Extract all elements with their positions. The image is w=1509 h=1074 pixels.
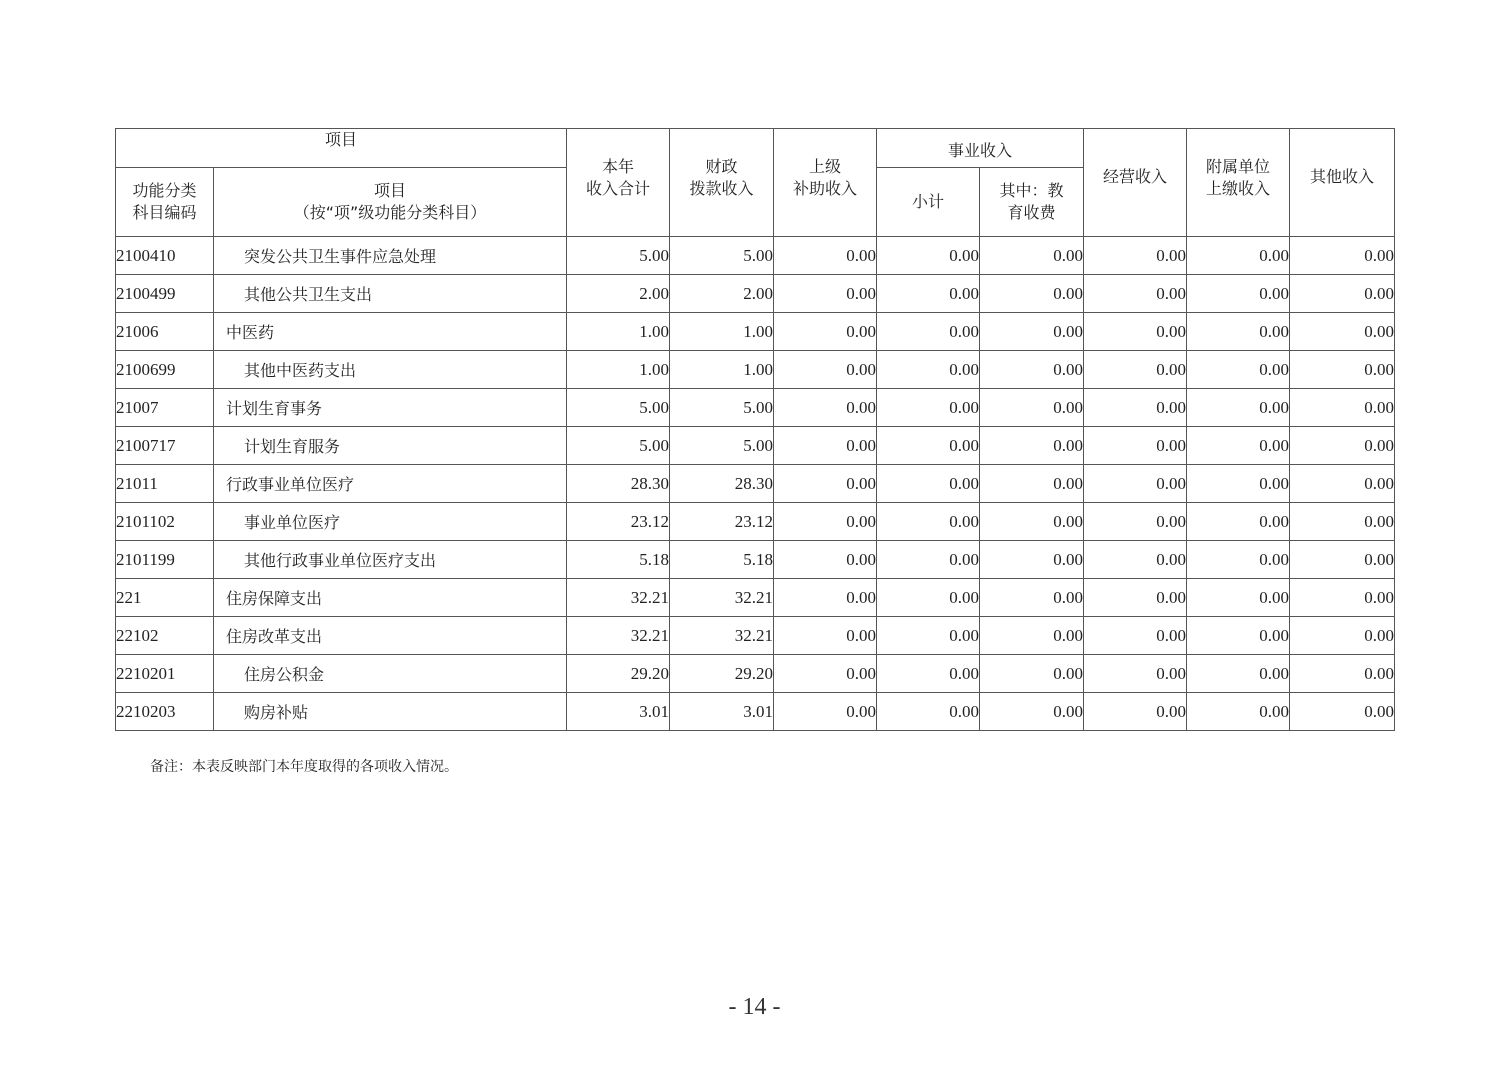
cell-code: 2100499	[116, 275, 214, 313]
cell-amount: 0.00	[1187, 579, 1290, 617]
cell-amount: 0.00	[1187, 275, 1290, 313]
cell-amount: 29.20	[567, 655, 670, 693]
header-item-name: 项目 （按“项”级功能分类科目）	[214, 168, 567, 237]
cell-amount: 0.00	[1187, 237, 1290, 275]
cell-amount: 32.21	[670, 579, 774, 617]
income-table	[115, 128, 1395, 731]
cell-amount: 0.00	[1187, 655, 1290, 693]
cell-item-name: 其他中医药支出	[214, 351, 567, 389]
header-other-income: 其他收入	[1290, 129, 1395, 237]
cell-amount: 0.00	[1187, 541, 1290, 579]
cell-amount: 0.00	[1187, 503, 1290, 541]
cell-amount: 1.00	[670, 313, 774, 351]
cell-item-name: 事业单位医疗	[214, 503, 567, 541]
header-project-group: 项目	[116, 129, 567, 168]
cell-amount: 2.00	[670, 275, 774, 313]
cell-amount: 0.00	[1084, 655, 1187, 693]
cell-amount: 0.00	[774, 351, 877, 389]
cell-item-name: 住房改革支出	[214, 617, 567, 655]
cell-amount: 0.00	[774, 237, 877, 275]
cell-amount: 0.00	[774, 427, 877, 465]
cell-amount: 0.00	[877, 503, 980, 541]
table-row	[116, 617, 1395, 655]
cell-amount: 0.00	[980, 275, 1084, 313]
table-row	[116, 579, 1395, 617]
cell-amount: 0.00	[774, 275, 877, 313]
cell-amount: 0.00	[774, 617, 877, 655]
cell-amount: 5.00	[670, 389, 774, 427]
cell-amount: 0.00	[980, 617, 1084, 655]
cell-amount: 0.00	[1084, 579, 1187, 617]
cell-amount: 3.01	[567, 693, 670, 731]
header-subtotal: 小计	[877, 168, 980, 237]
cell-amount: 0.00	[980, 655, 1084, 693]
cell-amount: 0.00	[980, 351, 1084, 389]
cell-item-name: 购房补贴	[214, 693, 567, 731]
cell-amount: 5.00	[567, 389, 670, 427]
header-affiliated-income: 附属单位 上缴收入	[1187, 129, 1290, 237]
cell-amount: 0.00	[877, 389, 980, 427]
cell-amount: 0.00	[1084, 351, 1187, 389]
cell-amount: 0.00	[980, 427, 1084, 465]
cell-item-name: 计划生育服务	[214, 427, 567, 465]
cell-item-name: 住房公积金	[214, 655, 567, 693]
cell-amount: 0.00	[877, 351, 980, 389]
cell-amount: 1.00	[567, 351, 670, 389]
header-function-code: 功能分类 科目编码	[116, 168, 214, 237]
cell-amount: 0.00	[1290, 693, 1395, 731]
cell-item-name: 其他行政事业单位医疗支出	[214, 541, 567, 579]
cell-amount: 0.00	[1290, 655, 1395, 693]
cell-item-name: 行政事业单位医疗	[214, 465, 567, 503]
cell-amount: 0.00	[877, 465, 980, 503]
cell-amount: 23.12	[567, 503, 670, 541]
cell-amount: 1.00	[670, 351, 774, 389]
cell-amount: 0.00	[1290, 313, 1395, 351]
table-row	[116, 275, 1395, 313]
page-number: - 14 -	[728, 994, 781, 1020]
cell-code: 2101102	[116, 503, 214, 541]
cell-amount: 0.00	[1290, 237, 1395, 275]
cell-amount: 0.00	[1084, 427, 1187, 465]
header-total-income: 本年 收入合计	[567, 129, 670, 237]
cell-amount: 0.00	[980, 389, 1084, 427]
cell-amount: 5.18	[567, 541, 670, 579]
table-row	[116, 465, 1395, 503]
cell-amount: 0.00	[980, 503, 1084, 541]
table-row	[116, 389, 1395, 427]
table-row	[116, 237, 1395, 275]
cell-amount: 0.00	[774, 313, 877, 351]
cell-amount: 0.00	[1187, 351, 1290, 389]
cell-amount: 29.20	[670, 655, 774, 693]
cell-item-name: 突发公共卫生事件应急处理	[214, 237, 567, 275]
cell-amount: 0.00	[980, 579, 1084, 617]
cell-amount: 32.21	[567, 617, 670, 655]
cell-amount: 0.00	[774, 655, 877, 693]
cell-amount: 23.12	[670, 503, 774, 541]
header-superior-subsidy: 上级 补助收入	[774, 129, 877, 237]
cell-item-name: 其他公共卫生支出	[214, 275, 567, 313]
cell-amount: 0.00	[980, 237, 1084, 275]
table-row	[116, 427, 1395, 465]
cell-amount: 3.01	[670, 693, 774, 731]
cell-code: 2101199	[116, 541, 214, 579]
cell-amount: 0.00	[774, 465, 877, 503]
cell-amount: 0.00	[1290, 351, 1395, 389]
cell-amount: 5.00	[567, 427, 670, 465]
table-row	[116, 313, 1395, 351]
cell-code: 21006	[116, 313, 214, 351]
cell-amount: 0.00	[877, 237, 980, 275]
cell-amount: 0.00	[877, 275, 980, 313]
cell-amount: 0.00	[1084, 237, 1187, 275]
table-row	[116, 541, 1395, 579]
cell-amount: 0.00	[877, 313, 980, 351]
header-education-fee: 其中：教 育收费	[980, 168, 1084, 237]
cell-amount: 0.00	[1290, 617, 1395, 655]
cell-amount: 0.00	[877, 427, 980, 465]
cell-amount: 0.00	[980, 541, 1084, 579]
cell-item-name: 中医药	[214, 313, 567, 351]
cell-amount: 0.00	[774, 579, 877, 617]
cell-amount: 0.00	[1187, 427, 1290, 465]
cell-code: 221	[116, 579, 214, 617]
cell-amount: 0.00	[774, 503, 877, 541]
cell-amount: 32.21	[567, 579, 670, 617]
cell-amount: 0.00	[1187, 313, 1290, 351]
cell-code: 2210203	[116, 693, 214, 731]
header-business-income-group: 事业收入	[877, 129, 1084, 168]
cell-amount: 0.00	[1290, 389, 1395, 427]
cell-amount: 0.00	[1084, 465, 1187, 503]
cell-amount: 0.00	[877, 579, 980, 617]
cell-amount: 28.30	[670, 465, 774, 503]
cell-amount: 0.00	[1187, 693, 1290, 731]
cell-code: 21011	[116, 465, 214, 503]
cell-amount: 0.00	[1084, 541, 1187, 579]
cell-amount: 0.00	[1084, 275, 1187, 313]
cell-amount: 0.00	[1290, 541, 1395, 579]
cell-code: 2210201	[116, 655, 214, 693]
cell-code: 2100717	[116, 427, 214, 465]
header-operating-income: 经营收入	[1084, 129, 1187, 237]
cell-amount: 0.00	[1084, 693, 1187, 731]
cell-amount: 0.00	[1187, 465, 1290, 503]
cell-amount: 5.00	[567, 237, 670, 275]
cell-code: 21007	[116, 389, 214, 427]
cell-amount: 5.00	[670, 427, 774, 465]
cell-amount: 0.00	[1084, 617, 1187, 655]
cell-amount: 0.00	[1084, 389, 1187, 427]
cell-amount: 0.00	[877, 655, 980, 693]
table-body	[116, 237, 1395, 731]
cell-item-name: 计划生育事务	[214, 389, 567, 427]
table-row	[116, 351, 1395, 389]
cell-amount: 0.00	[1290, 503, 1395, 541]
cell-amount: 0.00	[980, 693, 1084, 731]
cell-amount: 1.00	[567, 313, 670, 351]
cell-amount: 0.00	[877, 693, 980, 731]
cell-amount: 0.00	[1187, 617, 1290, 655]
cell-amount: 5.18	[670, 541, 774, 579]
cell-item-name: 住房保障支出	[214, 579, 567, 617]
table-row	[116, 503, 1395, 541]
cell-amount: 32.21	[670, 617, 774, 655]
table-row	[116, 655, 1395, 693]
header-fiscal-appropriation: 财政 拨款收入	[670, 129, 774, 237]
cell-amount: 0.00	[980, 465, 1084, 503]
cell-amount: 0.00	[1290, 465, 1395, 503]
cell-amount: 0.00	[1290, 579, 1395, 617]
table-note: 备注：本表反映部门本年度取得的各项收入情况。	[150, 759, 458, 775]
cell-amount: 28.30	[567, 465, 670, 503]
cell-amount: 2.00	[567, 275, 670, 313]
cell-amount: 0.00	[774, 389, 877, 427]
cell-amount: 0.00	[1084, 503, 1187, 541]
cell-amount: 0.00	[774, 693, 877, 731]
cell-amount: 0.00	[1290, 427, 1395, 465]
cell-code: 2100699	[116, 351, 214, 389]
cell-amount: 0.00	[774, 541, 877, 579]
cell-code: 2100410	[116, 237, 214, 275]
cell-amount: 0.00	[980, 313, 1084, 351]
cell-amount: 0.00	[877, 617, 980, 655]
table-row	[116, 693, 1395, 731]
cell-amount: 0.00	[877, 541, 980, 579]
cell-amount: 5.00	[670, 237, 774, 275]
table-header	[116, 129, 1395, 237]
cell-amount: 0.00	[1290, 275, 1395, 313]
cell-amount: 0.00	[1084, 313, 1187, 351]
cell-amount: 0.00	[1187, 389, 1290, 427]
cell-code: 22102	[116, 617, 214, 655]
